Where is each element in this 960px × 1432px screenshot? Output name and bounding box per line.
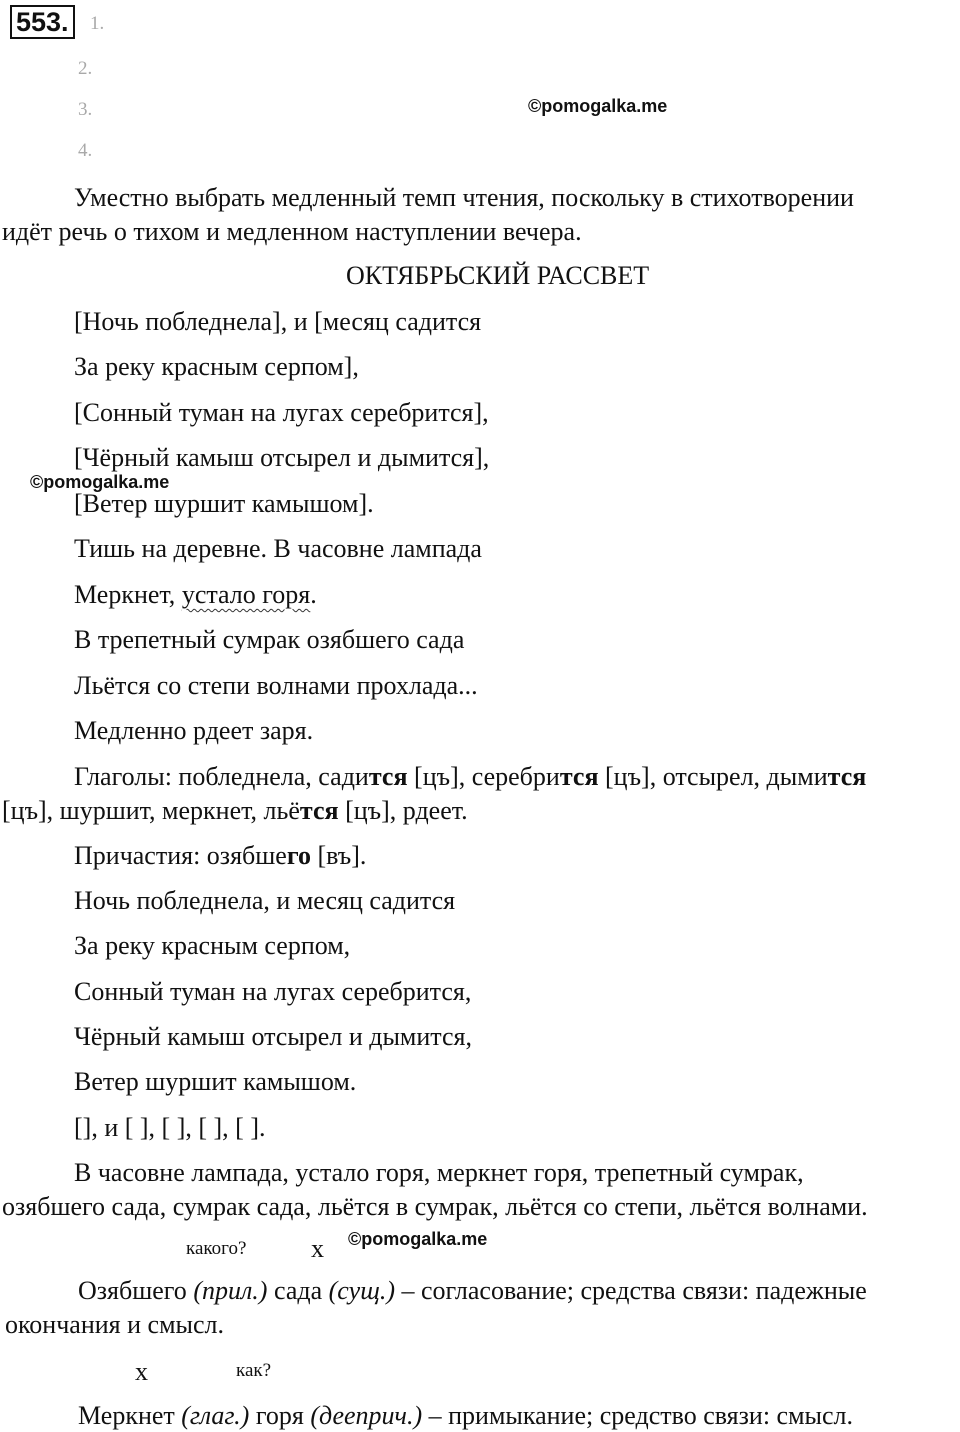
poem-title: ОКТЯБРЬСКИЙ РАССВЕТ	[346, 261, 650, 290]
analysis-1-line-1: Озябшего (прил.) сада (сущ.) – согласование; средства связи: падежные	[78, 1276, 867, 1305]
poem-plain-line: Ветер шуршит камышом.	[74, 1067, 357, 1096]
poem-line: Медленно рдеет заря.	[74, 716, 314, 745]
sentence-scheme: [], и [ ], [ ], [ ], [ ].	[74, 1113, 266, 1142]
list-number-4: 4.	[78, 140, 93, 161]
question-label: как?	[236, 1360, 272, 1381]
intro-line-1: Уместно выбрать медленный темп чтения, поскольку в стихотворении	[74, 183, 854, 212]
main-word-mark: x	[311, 1234, 324, 1263]
poem-bracketed-line: [Сонный туман на лугах серебрится],	[74, 398, 489, 427]
exercise-number: 553.	[10, 5, 75, 39]
list-number-1: 1.	[90, 13, 105, 34]
poem-line: Меркнет, устало горя.	[74, 580, 317, 609]
poem-plain-line: Чёрный камыш отсырел и дымится,	[74, 1022, 472, 1051]
poem-line: В трепетный сумрак озябшего сада	[74, 625, 465, 654]
watermark: ©pomogalka.me	[30, 472, 170, 492]
verbs-line-1: Глаголы: побледнела, садится [цъ], серебрится [цъ], отсырел, дымится	[74, 762, 867, 791]
poem-plain-line: За реку красным серпом,	[74, 931, 351, 960]
intro-line-2: идёт речь о тихом и медленном наступлении вечера.	[2, 217, 582, 246]
participles-line: Причастия: озябшего [въ].	[74, 841, 367, 870]
poem-plain-line: Ночь побледнела, и месяц садится	[74, 886, 456, 915]
verbs-line-2: [цъ], шуршит, меркнет, льётся [цъ], рдеет.	[2, 796, 468, 825]
main-word-mark: x	[135, 1357, 148, 1386]
poem-line: Льётся со степи волнами прохлада...	[74, 671, 478, 700]
poem-bracketed-line: За реку красным серпом],	[74, 352, 359, 381]
question-label: какого?	[186, 1238, 247, 1259]
poem-bracketed-line: [Ветер шуршит камышом].	[74, 489, 374, 518]
analysis-1-line-2: окончания и смысл.	[5, 1310, 225, 1339]
gerund-phrase: устало горя	[181, 580, 311, 609]
poem-bracketed-line: [Ночь побледнела], и [месяц садится	[74, 307, 482, 336]
watermark: ©pomogalka.me	[348, 1229, 488, 1249]
poem-bracketed-line: [Чёрный камыш отсырел и дымится],	[74, 443, 490, 472]
list-number-3: 3.	[78, 99, 93, 120]
poem-plain-line: Сонный туман на лугах серебрится,	[74, 977, 472, 1006]
analysis-2-line: Меркнет (глаг.) горя (дееприч.) – примыкание; средство связи: смысл.	[78, 1401, 854, 1430]
list-number-2: 2.	[78, 58, 93, 79]
watermark: ©pomogalka.me	[528, 96, 668, 116]
phrases-line-1: В часовне лампада, устало горя, меркнет горя, трепетный сумрак,	[74, 1158, 804, 1187]
poem-line: Тишь на деревне. В часовне лампада	[74, 534, 482, 563]
phrases-line-2: озябшего сада, сумрак сада, льётся в сумрак, льётся со степи, льётся волнами.	[2, 1192, 868, 1221]
